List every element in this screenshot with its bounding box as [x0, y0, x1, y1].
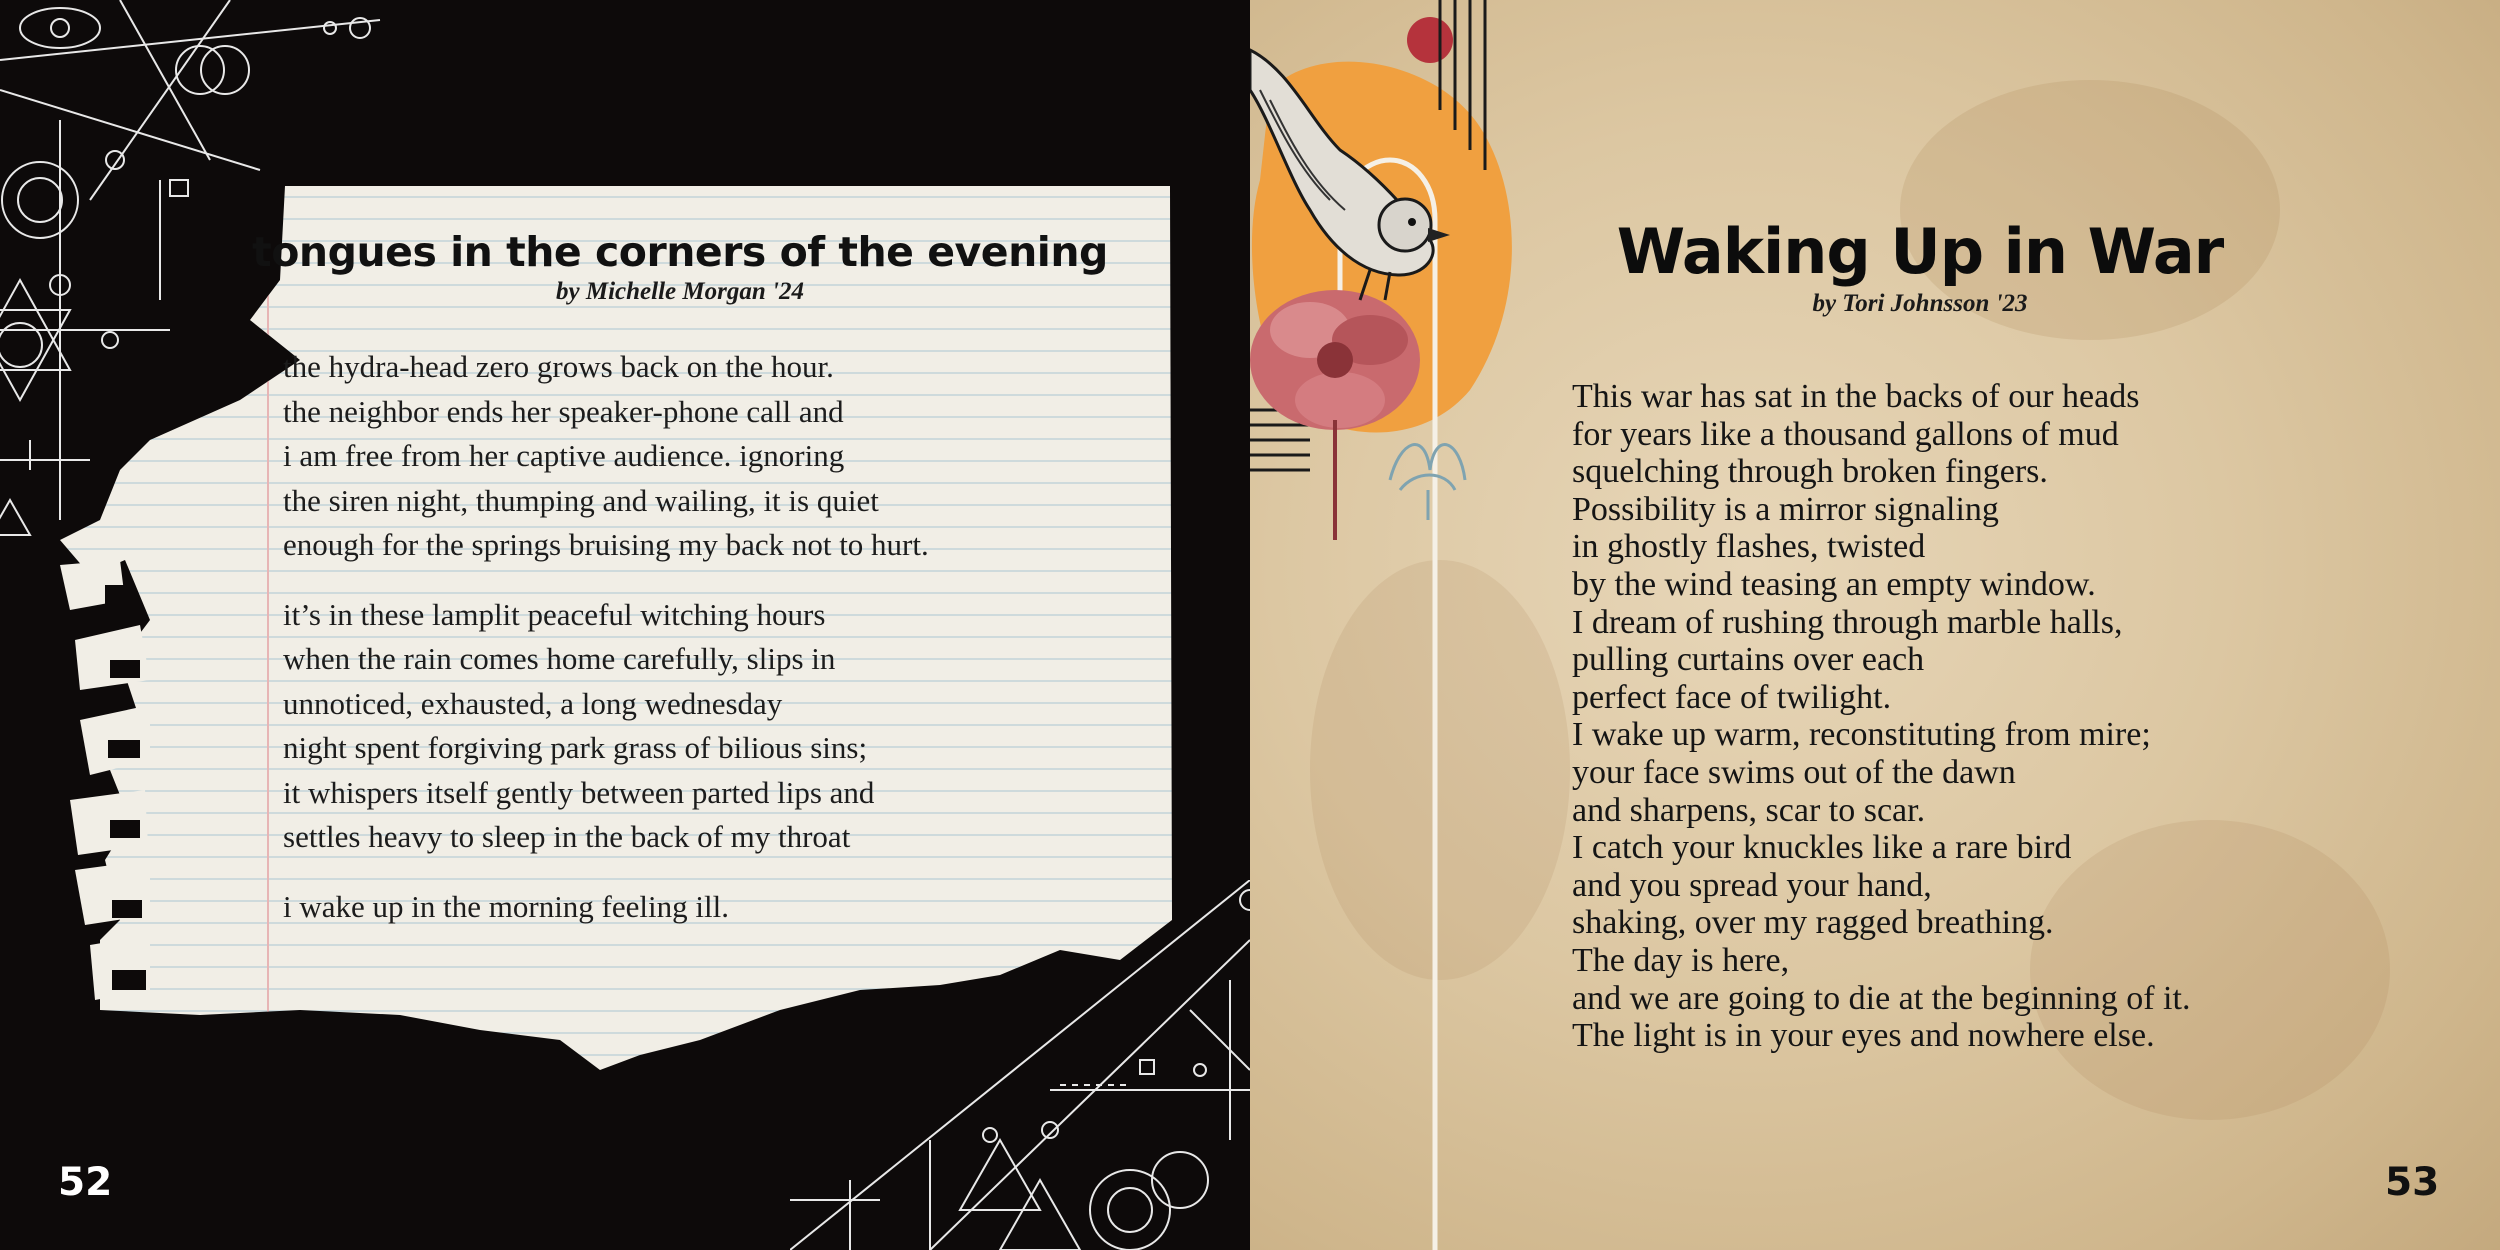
poem-line: i wake up in the morning feeling ill. — [283, 888, 729, 924]
poem-line: The light is in your eyes and nowhere else. — [1572, 1017, 2155, 1055]
poem-line: settles heavy to sleep in the back of my throat — [283, 819, 851, 854]
poem-line: perfect face of twilight. — [1572, 678, 1892, 716]
red-dot-icon — [1407, 17, 1453, 63]
poem-line: the siren night, thumping and wailing, it is quiet — [283, 482, 879, 518]
left-poem-header — [200, 228, 1180, 306]
poem-line: the neighbor ends her speaker-phone call and — [283, 393, 844, 429]
poem-line: unnoticed, exhausted, a long wednesday — [283, 685, 783, 721]
poem-line: for years like a thousand gallons of mud — [1572, 415, 2119, 453]
poem-line: The day is here, — [1572, 941, 1790, 979]
poem-line: I wake up warm, reconstituting from mire; — [1572, 716, 2151, 754]
right-poem-title: Waking Up in War — [1616, 215, 2224, 288]
poem-line: the hydra-head zero grows back on the hour. — [283, 349, 834, 384]
stanza — [283, 345, 1163, 568]
poem-line: shaking, over my ragged breathing. — [1572, 904, 2054, 942]
poem-line: This war has sat in the backs of our heads — [1572, 378, 2140, 415]
poem-line: it’s in these lamplit peaceful witching hours — [283, 596, 826, 632]
poem-line: it whispers itself gently between parted lips and — [283, 774, 875, 810]
poem-line: Possibility is a mirror signaling — [1572, 490, 1999, 528]
right-poem-byline: by Tori Johnsson '23 — [1812, 290, 2028, 317]
stanza — [283, 885, 1163, 930]
left-poem-body — [283, 345, 1163, 954]
right-poem-header — [1480, 215, 2360, 318]
page-number-left: 52 — [58, 1160, 113, 1205]
poem-line: i am free from her captive audience. ignoring — [283, 438, 845, 473]
poem-line: enough for the springs bruising my back not to hurt. — [283, 527, 929, 562]
poem-line: and we are going to die at the beginning of it. — [1572, 979, 2191, 1017]
poem-line: when the rain comes home carefully, slips in — [283, 641, 836, 676]
poem-line: night spent forgiving park grass of bilious sins; — [283, 730, 868, 765]
poem-line: in ghostly flashes, twisted — [1572, 528, 1926, 566]
left-poem-title: tongues in the corners of the evening — [252, 228, 1108, 276]
left-poem-byline: by Michelle Morgan '24 — [556, 278, 804, 305]
lotus-icon — [1390, 445, 1465, 520]
poem-line: pulling curtains over each — [1572, 641, 1925, 679]
right-poem-body — [1572, 378, 2472, 1055]
stanza — [283, 593, 1163, 860]
poem-line: I dream of rushing through marble halls, — [1572, 603, 2123, 641]
poem-line: squelching through broken fingers. — [1572, 453, 2048, 491]
poem-line: and sharpens, scar to scar. — [1572, 791, 1926, 829]
page-number-right: 53 — [2385, 1160, 2440, 1205]
poem-line: your face swims out of the dawn — [1572, 753, 2016, 791]
poem-line: by the wind teasing an empty window. — [1572, 565, 2096, 603]
poem-line: I catch your knuckles like a rare bird — [1572, 829, 2072, 867]
poem-line: and you spread your hand, — [1572, 866, 1932, 904]
